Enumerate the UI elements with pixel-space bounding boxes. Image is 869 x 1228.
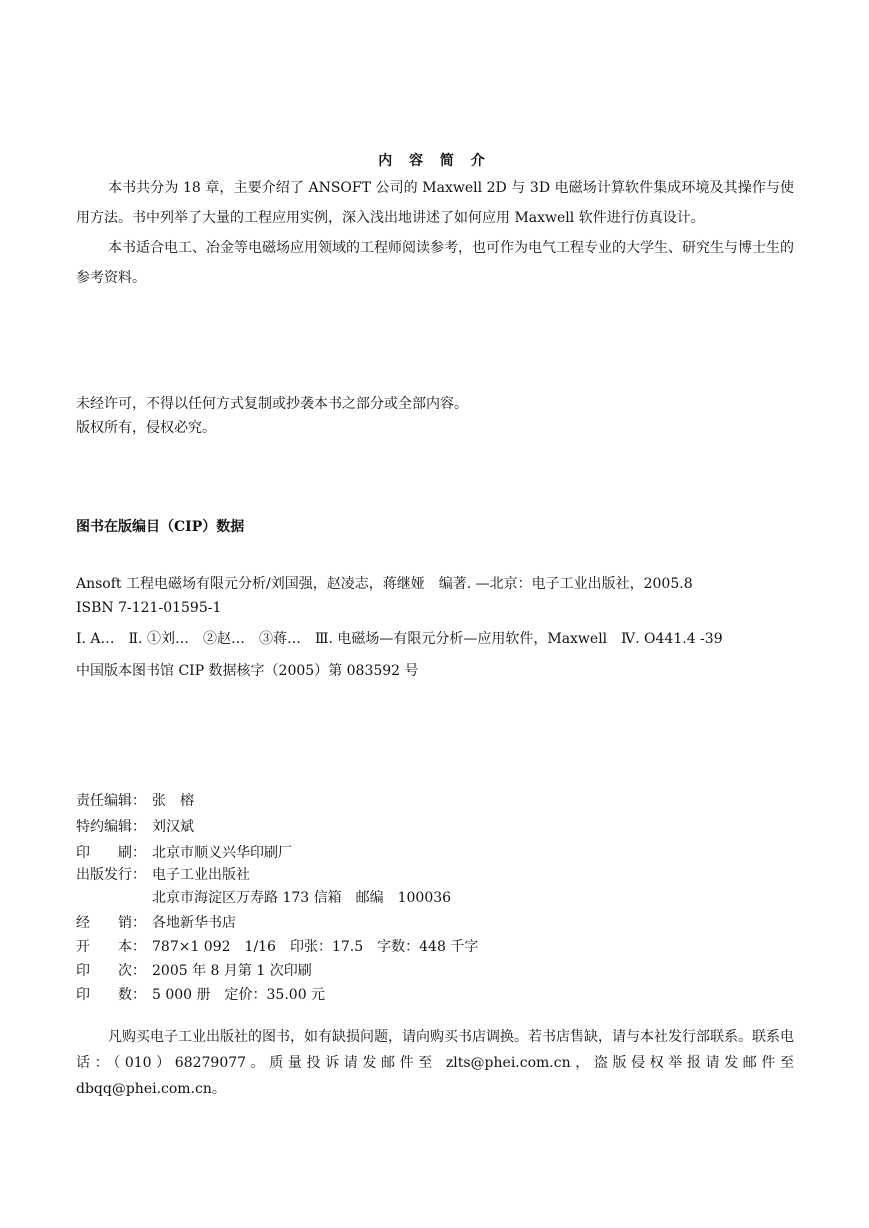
imprint-label: 经 销： [76,915,146,931]
cip-bibliographic-line: Ansoft 工程电磁场有限元分析/刘国强，赵凌志，蒋继娅 编著. —北京：电子工业出版社，2005.8 [76,576,693,592]
cip-classification-line: Ⅰ. A… Ⅱ. ①刘… ②赵… ③蒋… Ⅲ. 电磁场—有限元分析—应用软件，Maxwell Ⅳ. O441.4 -39 [76,631,723,647]
imprint-value: 2005 年 8 月第 1 次印刷 [152,963,312,979]
imprint-row-publisher [76,863,250,887]
imprint-label: 印 刷： [76,845,146,861]
imprint-value: 张 榕 [152,793,194,809]
imprint-value: 电子工业出版社 [152,867,250,883]
cip-record-number-line: 中国版本图书馆 CIP 数据核字（2005）第 083592 号 [76,663,419,679]
imprint-row-address [76,886,451,910]
summary-paragraph-1: 本书共分为 18 章，主要介绍了 ANSOFT 公司的 Maxwell 2D 与 3D 电磁场计算软件集成环境及其操作与使用方法。书中列举了大量的工程应用实例，深入浅出地讲述了如何应用 Maxwell 软件进行仿真设计。 [76,180,794,226]
imprint-value: 各地新华书店 [152,915,236,931]
imprint-label: 印 次： [76,963,146,979]
summary-title: 内 容 简 介 [378,153,491,169]
imprint-row-print-run [76,983,325,1007]
cip-isbn-line: ISBN 7-121-01595-1 [76,600,222,616]
imprint-value: 5 000 册 定价：35.00 元 [152,987,326,1003]
imprint-label: 特约编辑： [76,819,146,835]
cip-heading: 图书在版编目（CIP）数据 [76,519,245,535]
imprint-row-editor [76,789,194,813]
imprint-row-impression [76,959,312,983]
imprint-row-distributor [76,911,236,935]
imprint-label: 出版发行： [76,867,146,883]
imprint-label: 印 数： [76,987,146,1003]
imprint-row-format [76,935,478,959]
summary-paragraph-2: 本书适合电工、冶金等电磁场应用领域的工程师阅读参考，也可作为电气工程专业的大学生、研究生与博士生的参考资料。 [76,240,794,286]
copyright-line-2: 版权所有，侵权必究。 [76,420,216,436]
imprint-row-printer [76,841,292,865]
imprint-label: 责任编辑： [76,793,146,809]
imprint-value: 刘汉斌 [152,819,194,835]
imprint-label: 开 本： [76,939,146,955]
imprint-value: 北京市海淀区万寿路 173 信箱 邮编 100036 [152,890,452,906]
imprint-value: 787×1 092 1/16 印张：17.5 字数：448 千字 [152,939,479,955]
copyright-line-1: 未经许可，不得以任何方式复制或抄袭本书之部分或全部内容。 [76,396,468,412]
notice-paragraph: 凡购买电子工业出版社的图书，如有缺损问题，请向购买书店调换。若书店售缺，请与本社发行部联系。联系电话：（010）68279077。质量投诉请发邮件至 zlts@phei.com.cn，盗版侵权举报请发邮件至 dbqq@phei.com.cn。 [76,1029,794,1097]
imprint-value: 北京市顺义兴华印刷厂 [152,845,292,861]
imprint-row-special-editor [76,815,194,839]
